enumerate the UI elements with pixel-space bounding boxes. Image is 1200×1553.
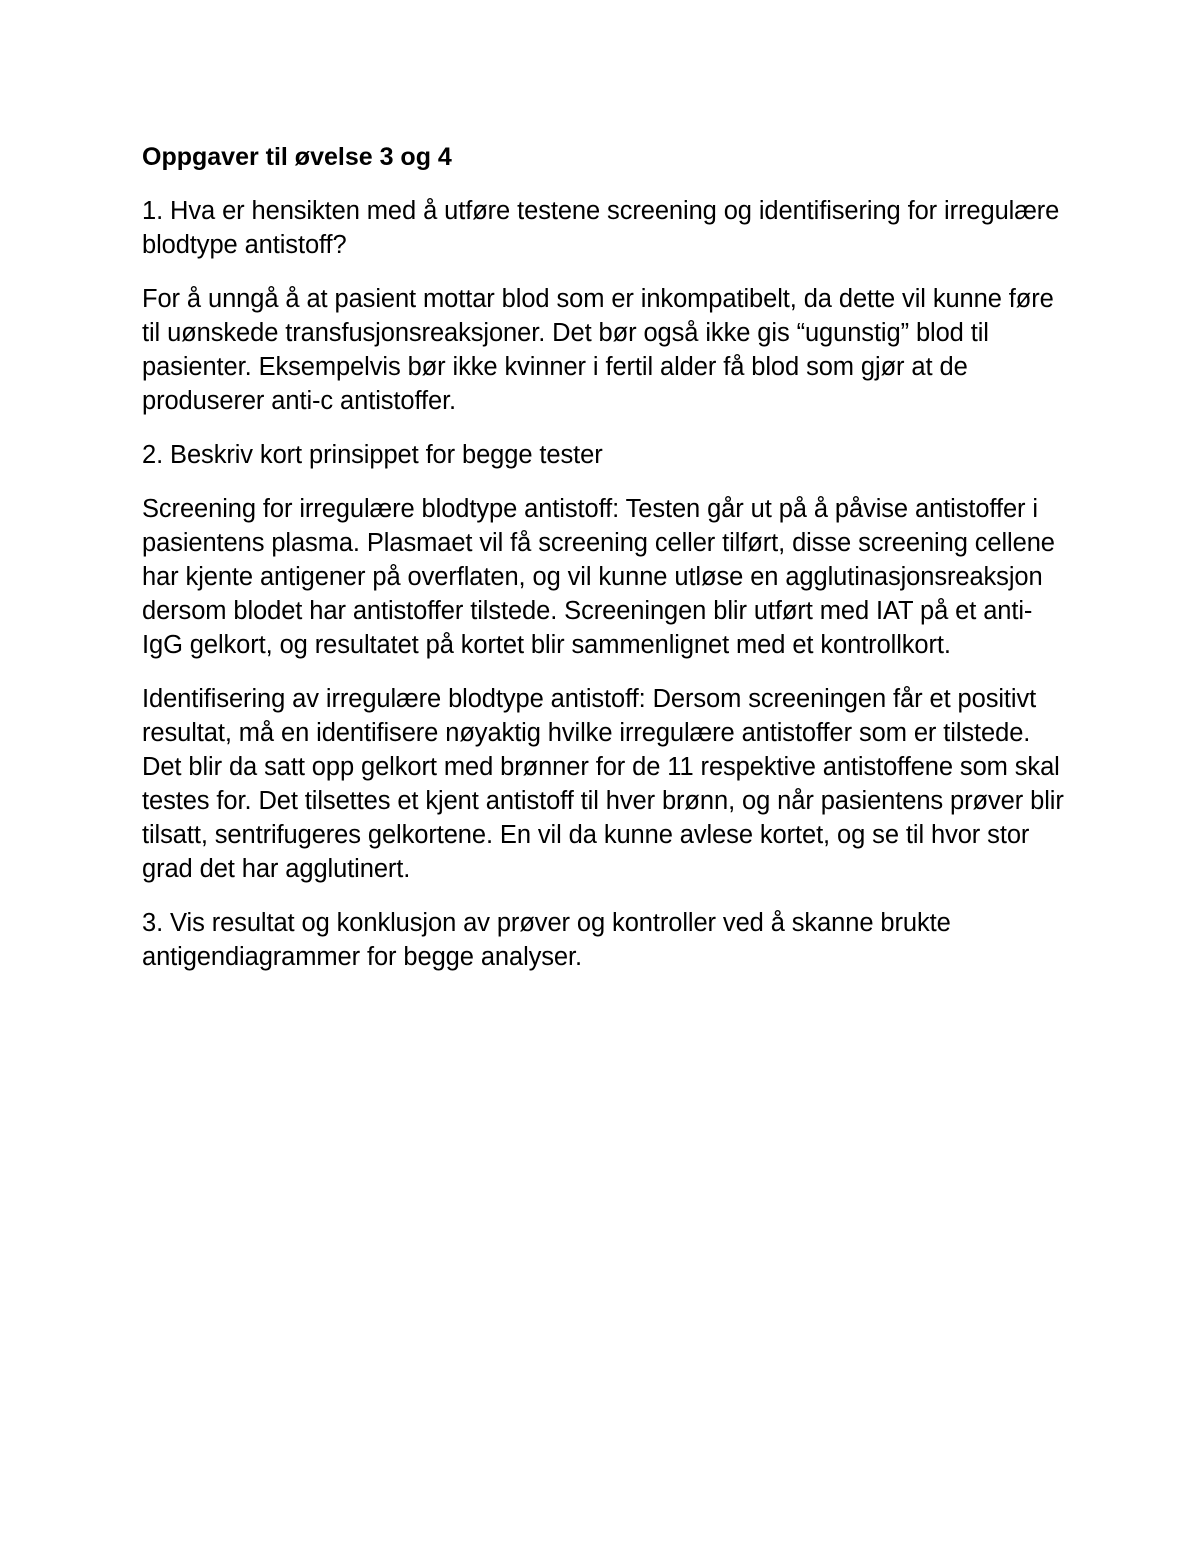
question-3: 3. Vis resultat og konklusjon av prøver og kontroller ved å skanne brukte antigendiagrammer for begge analyser. bbox=[142, 909, 951, 971]
document-content bbox=[142, 140, 1072, 994]
answer-2-screening: Screening for irregulære blodtype antistoff: Testen går ut på å påvise antistoffer i pasientens plasma. Plasmaet vil få screening celler tilført, disse screening cellene har kjente antigener på overflaten, og vil kunne utløse en agglutinasjonsreaksjon dersom blodet har antistoffer tilstede. Screeningen blir utført med IAT på et anti-IgG gelkort, og resultatet på kortet blir sammenlignet med et kontrollkort. bbox=[142, 495, 1055, 659]
question-1: 1. Hva er hensikten med å utføre testene screening og identifisering for irregulære blodtype antistoff? bbox=[142, 197, 1060, 259]
question-2: 2. Beskriv kort prinsippet for begge tester bbox=[142, 441, 603, 469]
answer-2-identification: Identifisering av irregulære blodtype antistoff: Dersom screeningen får et positivt resultat, må en identifisere nøyaktig hvilke irregulære antistoffer som er tilstede. Det blir da satt opp gelkort med brønner for de 11 respektive antistoffene som skal testes for. Det tilsettes et kjent antistoff til hver brønn, og når pasientens prøver blir tilsatt, sentrifugeres gelkortene. En vil da kunne avlese kortet, og se til hvor stor grad det har agglutinert. bbox=[142, 685, 1064, 883]
answer-1: For å unngå å at pasient mottar blod som er inkompatibelt, da dette vil kunne føre til uønskede transfusjonsreaksjoner. Det bør også ikke gis “ugunstig” blod til pasienter. Eksempelvis bør ikke kvinner i fertil alder få blod som gjør at de produserer anti-c antistoffer. bbox=[142, 285, 1054, 415]
document-title: Oppgaver til øvelse 3 og 4 bbox=[142, 143, 452, 171]
